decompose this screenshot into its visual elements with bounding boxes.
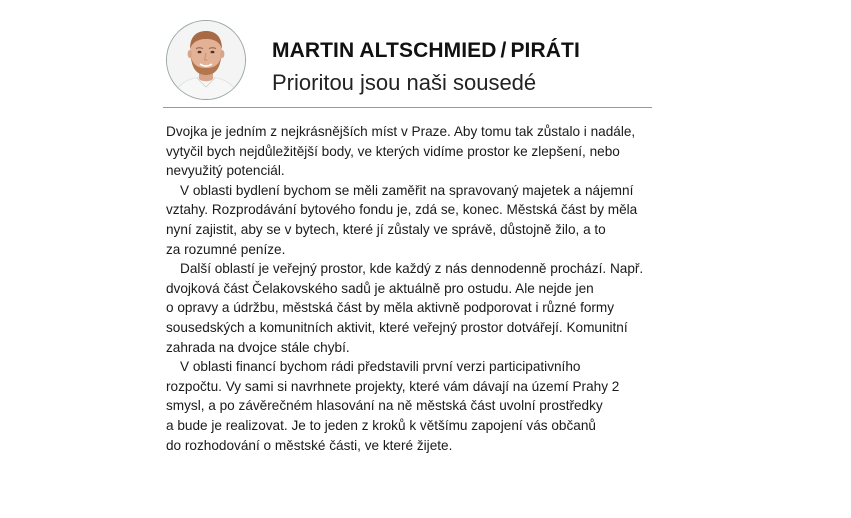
article-paragraph-start: V oblasti financí bychom rádi představili první verzi participativního bbox=[180, 359, 581, 375]
article-header bbox=[163, 14, 653, 106]
article-line: do rozhodování o městské části, ve které žijete. bbox=[166, 437, 453, 453]
author-portrait bbox=[166, 20, 246, 100]
heading-separator: / bbox=[500, 39, 507, 62]
article-line: vztahy. Rozprodávání bytového fondu je, zdá se, konec. Městská část by měla bbox=[166, 202, 638, 218]
article-line: nyní zajistit, aby se v bytech, které jí zůstaly ve správě, důstojně žilo, a to bbox=[166, 221, 606, 237]
article-line: a bude je realizovat. Je to jeden z kroků k většímu zapojení vás občanů bbox=[166, 417, 596, 433]
article-line: o opravy a údržbu, městská část by měla aktivně podporovat i různé formy bbox=[166, 300, 615, 316]
article-paragraph-start: V oblasti bydlení bychom se měli zaměřit na spravovaný majetek a nájemní bbox=[180, 182, 634, 198]
article-line: smysl, a po závěrečném hlasování na ně městská část uvolní prostředky bbox=[166, 398, 603, 414]
author-heading bbox=[272, 39, 580, 63]
article-subtitle: Prioritou jsou naši sousedé bbox=[272, 70, 537, 95]
article-line: sousedských a komunitních aktivit, které veřejný prostor dotvářejí. Komunitní bbox=[166, 319, 628, 335]
article-line: vytyčil bych nejdůležitější body, ve kterých vidíme prostor ke zlepšení, nebo bbox=[166, 143, 620, 159]
article-line: za rozumné peníze. bbox=[166, 241, 286, 257]
article-line: rozpočtu. Vy sami si navrhnete projekty, které vám dávají na území Prahy 2 bbox=[166, 378, 620, 394]
author-name: MARTIN ALTSCHMIED bbox=[272, 39, 497, 62]
article-body bbox=[166, 122, 658, 455]
party-name: PIRÁTI bbox=[510, 39, 580, 62]
article-line: nevyužitý potenciál. bbox=[166, 163, 285, 179]
article-paragraph-start: Další oblastí je veřejný prostor, kde každý z nás dennodenně prochází. Např. bbox=[180, 261, 644, 277]
article-line: Dvojka je jedním z nejkrásnějších míst v Praze. Aby tomu tak zůstalo i nadále, bbox=[166, 124, 636, 139]
article-line: zahrada na dvojce stále chybí. bbox=[166, 339, 350, 355]
portrait-photo-icon bbox=[167, 21, 245, 99]
header-divider bbox=[163, 107, 652, 108]
article-line: dvojková část Čelakovského sadů je aktuálně pro ostudu. Ale nejde jen bbox=[166, 280, 594, 296]
